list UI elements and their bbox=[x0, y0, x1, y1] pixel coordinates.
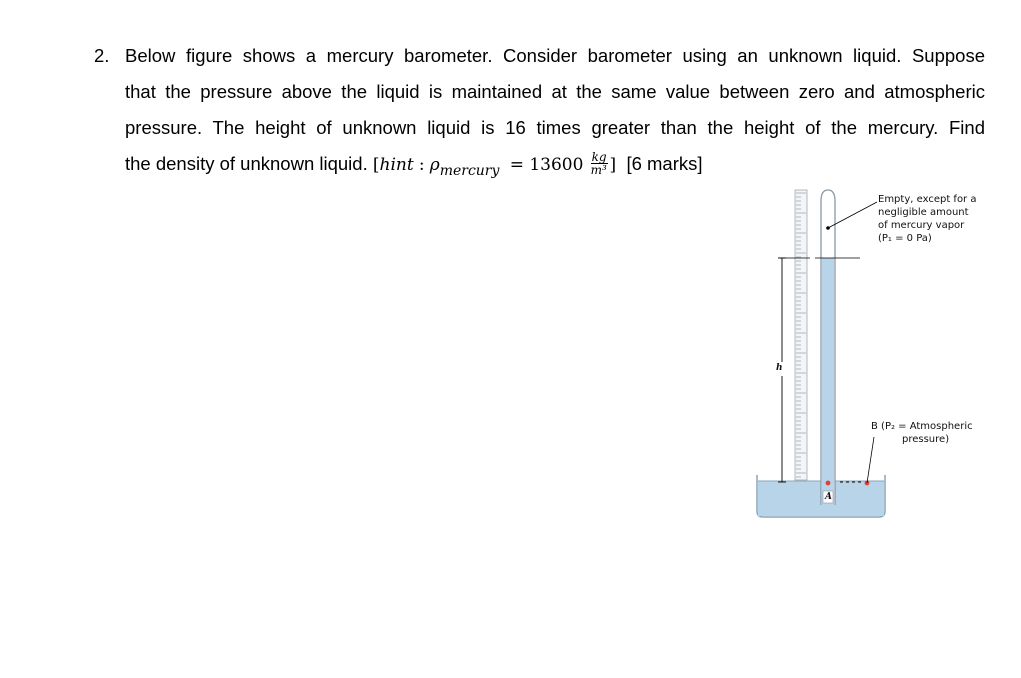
question-line-1: Below figure shows a mercury barometer. Consider barometer using an unknown liquid. Suppose bbox=[125, 45, 985, 66]
scale-ruler bbox=[795, 190, 807, 480]
b-label bbox=[871, 420, 973, 446]
density-value: = 13600 bbox=[509, 155, 584, 175]
question-line-4-text: the density of unknown liquid. bbox=[125, 153, 368, 174]
h-label: h bbox=[776, 363, 783, 373]
marks-label: [6 marks] bbox=[626, 153, 703, 174]
question-line-3: pressure. The height of unknown liquid is 16 times greater than the height of the mercury. Find bbox=[125, 117, 985, 138]
question-number: 2. bbox=[94, 45, 110, 66]
b-label-line-1: B (P₂ = Atmospheric bbox=[871, 421, 973, 432]
question-line-2: that the pressure above the liquid is maintained at the same value between zero and atmospheric bbox=[125, 81, 985, 102]
empty-label-line-3: of mercury vapor bbox=[878, 220, 965, 231]
hint-open-bracket: [ bbox=[372, 155, 380, 175]
question-line-4 bbox=[125, 146, 985, 184]
hint-word: hint bbox=[379, 155, 414, 175]
barometer-figure bbox=[740, 185, 1010, 525]
point-a-marker bbox=[826, 481, 831, 486]
hint-close-bracket: ] bbox=[609, 155, 617, 175]
hint-colon: : bbox=[418, 155, 425, 175]
unit-denominator: m³ bbox=[590, 162, 607, 177]
question-text bbox=[125, 38, 985, 184]
unit-fraction bbox=[591, 151, 608, 176]
rho-symbol: ρ bbox=[429, 155, 440, 175]
tube-liquid-column bbox=[822, 258, 834, 505]
a-label: A bbox=[825, 492, 832, 502]
empty-label-line-4: (P₁ = 0 Pa) bbox=[878, 233, 932, 244]
empty-label-line-2: negligible amount bbox=[878, 207, 969, 218]
rho-subscript: mercury bbox=[439, 163, 500, 179]
unit-numerator: kg bbox=[591, 149, 607, 164]
empty-label bbox=[878, 193, 976, 245]
b-label-line-2: pressure) bbox=[902, 434, 950, 445]
empty-label-line-1: Empty, except for a bbox=[878, 194, 977, 205]
